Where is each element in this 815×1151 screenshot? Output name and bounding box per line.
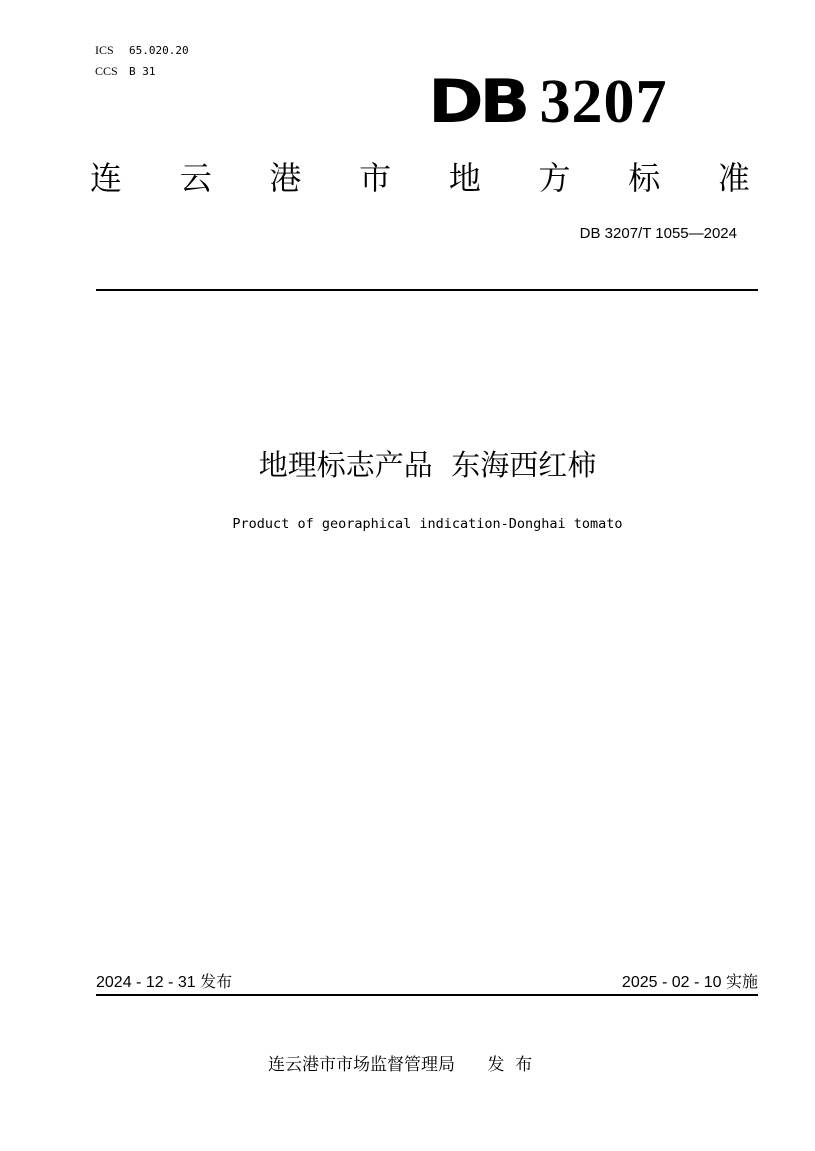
standard-type-char: 地 (448, 159, 481, 197)
standard-type-char: 标 (628, 159, 661, 197)
ics-row (95, 40, 189, 61)
standard-type-char: 港 (269, 159, 302, 197)
ics-label: ICS (95, 43, 114, 57)
ccs-row (95, 61, 189, 82)
title-chinese: 地理标志产品 东海西红柿 (258, 448, 597, 482)
publisher: 连云港市市场监督管理局 发 布 (268, 1055, 533, 1075)
issue-date: 2024 - 12 - 31 发布 (96, 974, 233, 991)
standard-type-char: 云 (179, 159, 212, 197)
standard-type-char: 准 (717, 159, 750, 197)
standard-number: DB 3207/T 1055—2024 (579, 225, 737, 242)
standard-type-char: 市 (359, 159, 392, 197)
db-logo (428, 67, 668, 137)
top-divider (96, 289, 758, 291)
ccs-value: B 31 (129, 65, 156, 78)
title-english: Product of georaphical indication-Donghai tomato (232, 516, 623, 532)
standard-type-heading (90, 152, 750, 204)
db-logo-number: 3207 (539, 68, 668, 136)
ccs-label: CCS (95, 64, 118, 78)
standard-type-char: 连 (90, 159, 123, 197)
classification-codes (95, 40, 189, 82)
db-logo-letters: DB (428, 67, 527, 137)
standard-type-char: 方 (538, 159, 571, 197)
implementation-date: 2025 - 02 - 10 实施 (621, 974, 758, 991)
ics-value: 65.020.20 (129, 44, 189, 57)
bottom-divider (96, 994, 758, 996)
